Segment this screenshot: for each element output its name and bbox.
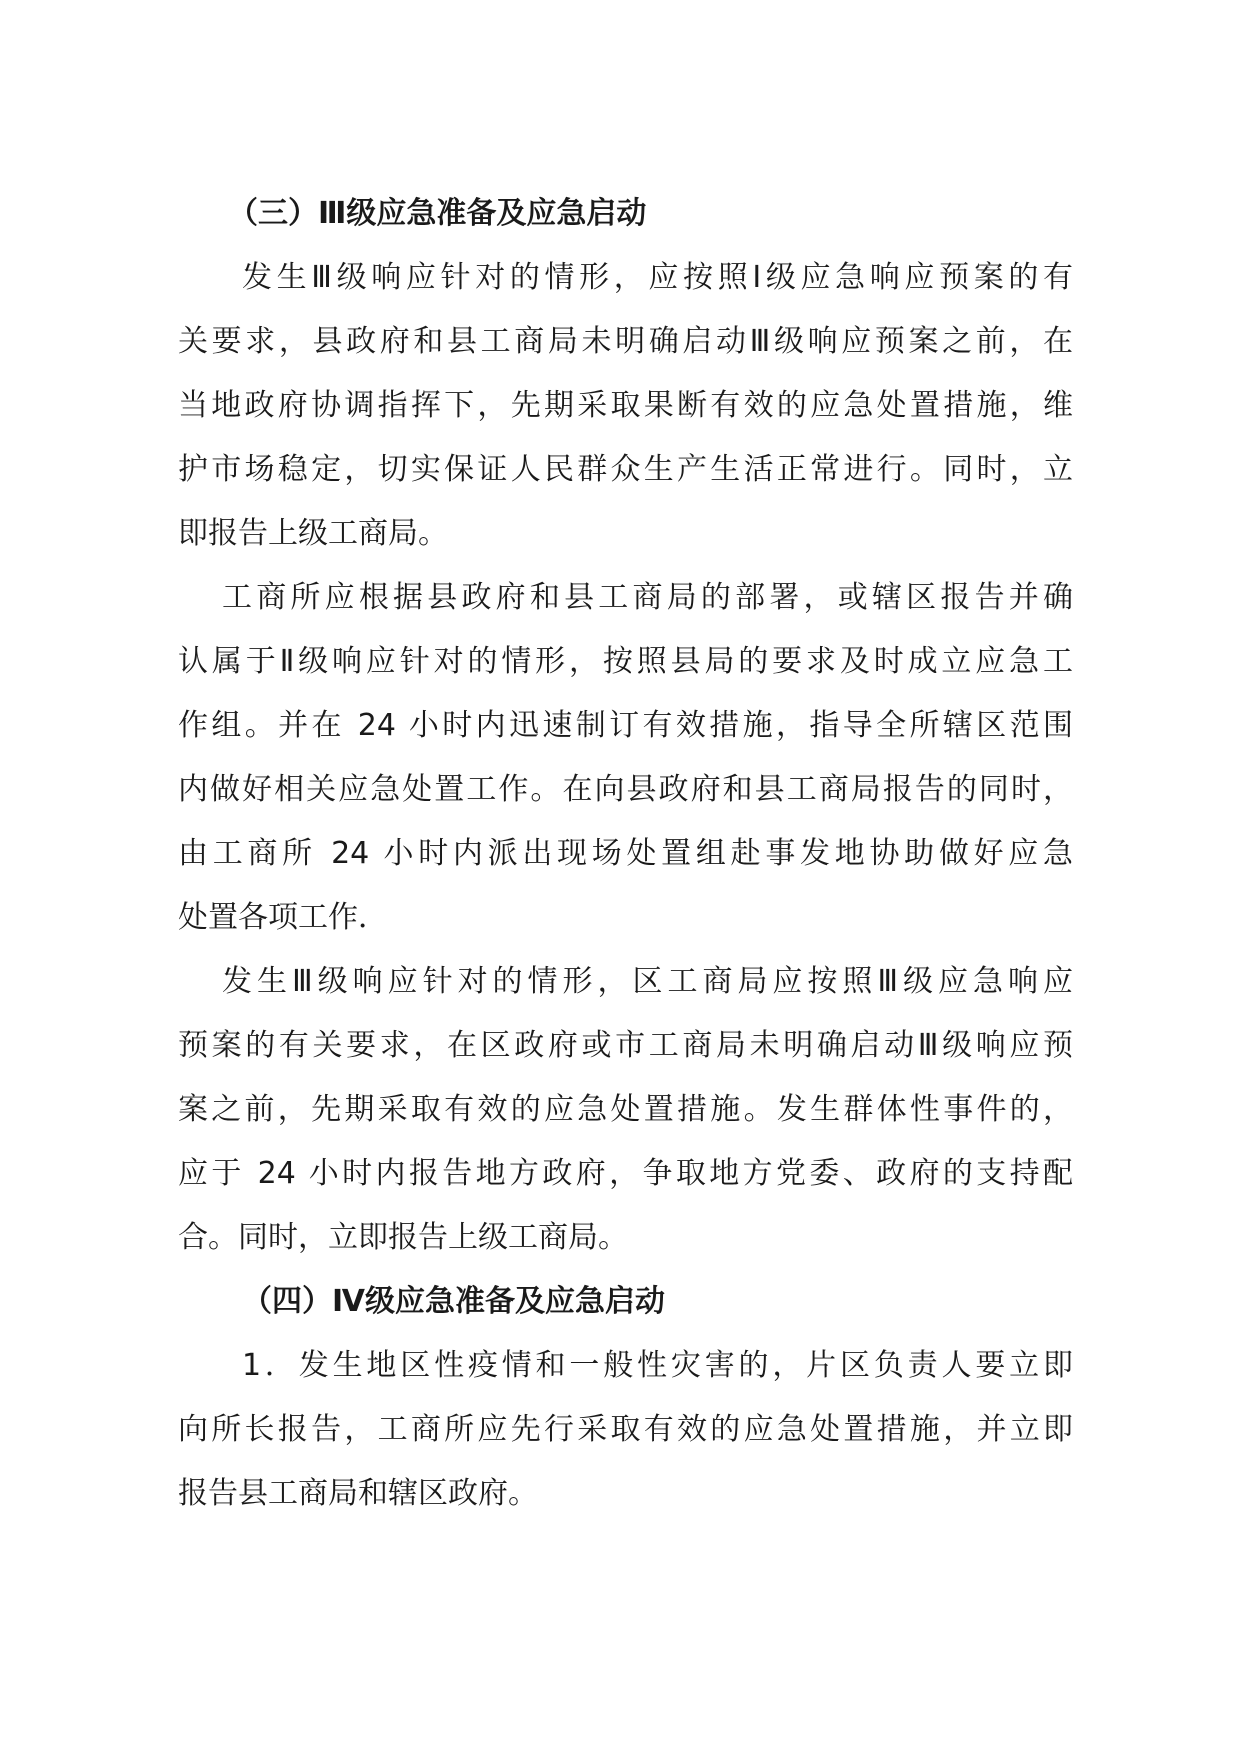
- section-heading-3: （三）Ⅲ级应急准备及应急启动: [228, 196, 647, 231]
- paragraph-line: 即报告上级工商局。: [178, 516, 448, 551]
- paragraph-line: 应于 24 小时内报告地方政府，争取地方党委、政府的支持配: [178, 1156, 1073, 1191]
- paragraph-line: 发生Ⅲ级响应针对的情形，区工商局应按照Ⅲ级应急响应: [222, 964, 1073, 999]
- paragraph-line: 当地政府协调指挥下，先期采取果断有效的应急处置措施，维: [178, 388, 1073, 423]
- paragraph-line: 认属于Ⅱ级响应针对的情形，按照县局的要求及时成立应急工: [178, 644, 1073, 679]
- paragraph-line: 内做好相关应急处置工作。在向县政府和县工商局报告的同时，: [178, 772, 1073, 807]
- paragraph-line: 预案的有关要求，在区政府或市工商局未明确启动Ⅲ级响应预: [178, 1028, 1073, 1063]
- paragraph-line: 作组。并在 24 小时内迅速制订有效措施，指导全所辖区范围: [178, 708, 1073, 743]
- paragraph-line: 关要求，县政府和县工商局未明确启动Ⅲ级响应预案之前，在: [178, 324, 1073, 359]
- paragraph-line: 合。同时，立即报告上级工商局。: [178, 1220, 628, 1255]
- paragraph-3: [178, 950, 1073, 1270]
- section-heading-4: （四）Ⅳ级应急准备及应急启动: [242, 1284, 665, 1319]
- paragraph-line: 工商所应根据县政府和县工商局的部署，或辖区报告并确: [222, 580, 1073, 615]
- paragraph-line: 护市场稳定，切实保证人民群众生产生活正常进行。同时，立: [178, 452, 1073, 487]
- paragraph-line: 由工商所 24 小时内派出现场处置组赴事发地协助做好应急: [178, 836, 1073, 871]
- paragraph-line: 处置各项工作．: [178, 900, 388, 935]
- paragraph-2: [178, 566, 1073, 950]
- paragraph-4: [178, 1334, 1073, 1526]
- paragraph-line: 案之前，先期采取有效的应急处置措施。发生群体性事件的，: [178, 1092, 1073, 1127]
- paragraph-1: [178, 246, 1073, 566]
- document-page: [178, 182, 1073, 1526]
- paragraph-line: 1．发生地区性疫情和一般性灾害的，片区负责人要立即: [242, 1348, 1073, 1383]
- paragraph-line: 发生Ⅲ级响应针对的情形，应按照Ⅰ级应急响应预案的有: [242, 260, 1073, 295]
- paragraph-line: 向所长报告，工商所应先行采取有效的应急处置措施，并立即: [178, 1412, 1073, 1447]
- paragraph-line: 报告县工商局和辖区政府。: [178, 1476, 538, 1511]
